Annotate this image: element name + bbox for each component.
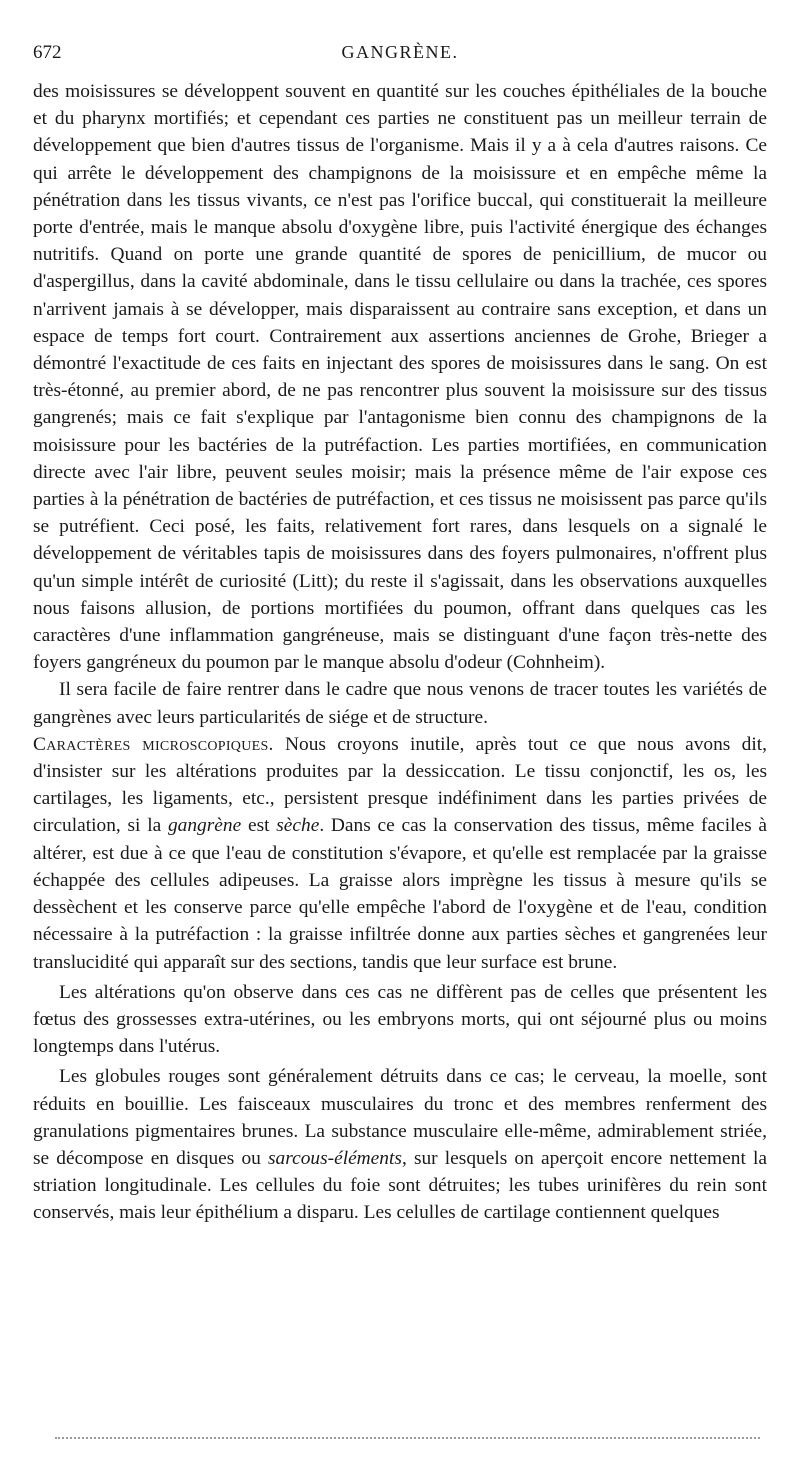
paragraph-moisissures: des moisissures se développent souvent en quantité sur les couches épithéliales de la bouche et du pharynx mortifiés; et cependant ces parties ne constituent pas un meilleur terrain de développement que bien d'autres tissus de l'organisme. Mais il y a à cela d'autres raisons. Ce qui arrête le développement des champignons de la moisissure et en empêche même la pénétration dans les tissus vivants, ce n'est pas l'orifice buccal, qui constituerait la meilleure porte d'entrée, mais le manque absolu d'oxygène libre, puis l'activité énergique des échanges nutritifs. Quand on porte une grande quantité de spores de penicillium, de mucor ou d'aspergillus, dans la cavité abdominale, dans le tissu cellulaire ou dans la trachée, ces spores n'arrivent jamais à se développer, mais disparaissent au contraire sans exception, et dans un espace de temps fort court. Contrairement aux assertions anciennes de Grohe, Brieger a démontré l'exactitude de ces faits en injectant des spores de moisissures dans le sang. On est très-étonné, au premier abord, de ne pas rencontrer plus souvent la moisissure sur des tissus gangrenés; mais ce fait s'explique par l'antagonisme bien connu des champignons de la moisissure pour les bactéries de la putréfaction. Les parties mortifiées, en communication directe avec l'air libre, peuvent seules moisir; mais la présence même de l'air expose ces parties à la pénétration de bactéries de putréfaction, et ces tissus ne moisissent pas parce qu'ils se putréfient. Ceci posé, les faits, relativement fort rares, dans lesquels on a signalé le développement de véritables tapis de moisissures dans des foyers pulmonaires, n'offrent plus qu'un simple intérêt de curiosité (Litt); du reste il s'agissait, dans les observations auxquelles nous faisons allusion, de portions mortifiées du poumon, offrant dans quelques cas les caractères d'une inflammation gangréneuse, mais se distinguant d'une façon très-nette des foyers gangréneux du poumon par le manque absolu d'odeur (Cohnheim).	[33, 81, 767, 674]
page-header	[33, 38, 767, 78]
italic-term: gangrène	[167, 815, 242, 837]
paragraph-text: est	[241, 815, 277, 837]
italic-term: sarcous-éléments	[268, 1147, 402, 1169]
book-page	[33, 38, 767, 1227]
paragraph-globules	[33, 1063, 767, 1226]
paragraph-varietes: Il sera facile de faire rentrer dans le cadre que nous venons de tracer toutes les variétés de gangrènes avec leurs particularités de siége et de structure.	[33, 679, 767, 728]
running-title: GANGRÈNE.	[341, 42, 459, 62]
page-number: 672	[33, 42, 62, 63]
paragraph-text: Les globules rouges sont généralement détruits dans ce cas; le cerveau, la moelle, sont réduits en bouillie. Les faisceaux musculaires du tronc et des membres renferment des granulations pigmentaires brunes. La substance musculaire elle-même, admirablement striée, se décompose en disques ou	[33, 1066, 767, 1169]
section-heading-caracteres-microscopiques: Caractères microscopiques.	[33, 733, 274, 755]
paragraph-text: Nous croyons inutile, après tout ce que nous avons dit, d'insister sur les altérations produites par la dessiccation. Le tissu conjonctif, les os, les cartilages, les ligaments, etc., persistent presque indéfiniment dans les parties privées de circulation, si la	[33, 733, 767, 837]
paragraph-text: , sur lesquels on aperçoit encore nettement la striation longitudinale. Les cellules du foie sont détruites; les tubes urinifères du rein sont conservés, mais leur épithélium a disparu. Les celulles de cartilage contiennent quelques	[33, 1147, 767, 1224]
paragraph-alterations: Les altérations qu'on observe dans ces cas ne diffèrent pas de celles que présentent les fœtus des grossesses extra-utérines, ou les embryons morts, qui ont séjourné plus ou moins longtemps dans l'utérus.	[33, 981, 767, 1058]
paragraph-text: . Dans ce cas la conservation des tissus, même faciles à altérer, est due à ce que l'eau de constitution s'évapore, et qu'elle est remplacée par la graisse échappée des cellules adipeuses. La graisse alors imprègne les tissus à mesure qu'ils se dessèchent et les conserve parce qu'elle empêche l'abord de l'oxygène et de l'eau, condition nécessaire à la putréfaction : la graisse infiltrée donne aux parties sèches et gangrenées leur translucidité qui apparaît sur des sections, tandis que leur surface est brune.	[33, 815, 767, 973]
italic-term: sèche	[276, 815, 320, 837]
body-text	[33, 78, 767, 1227]
paragraph-caracteres-microscopiques	[33, 731, 767, 976]
bottom-dotted-rule	[55, 1437, 760, 1439]
